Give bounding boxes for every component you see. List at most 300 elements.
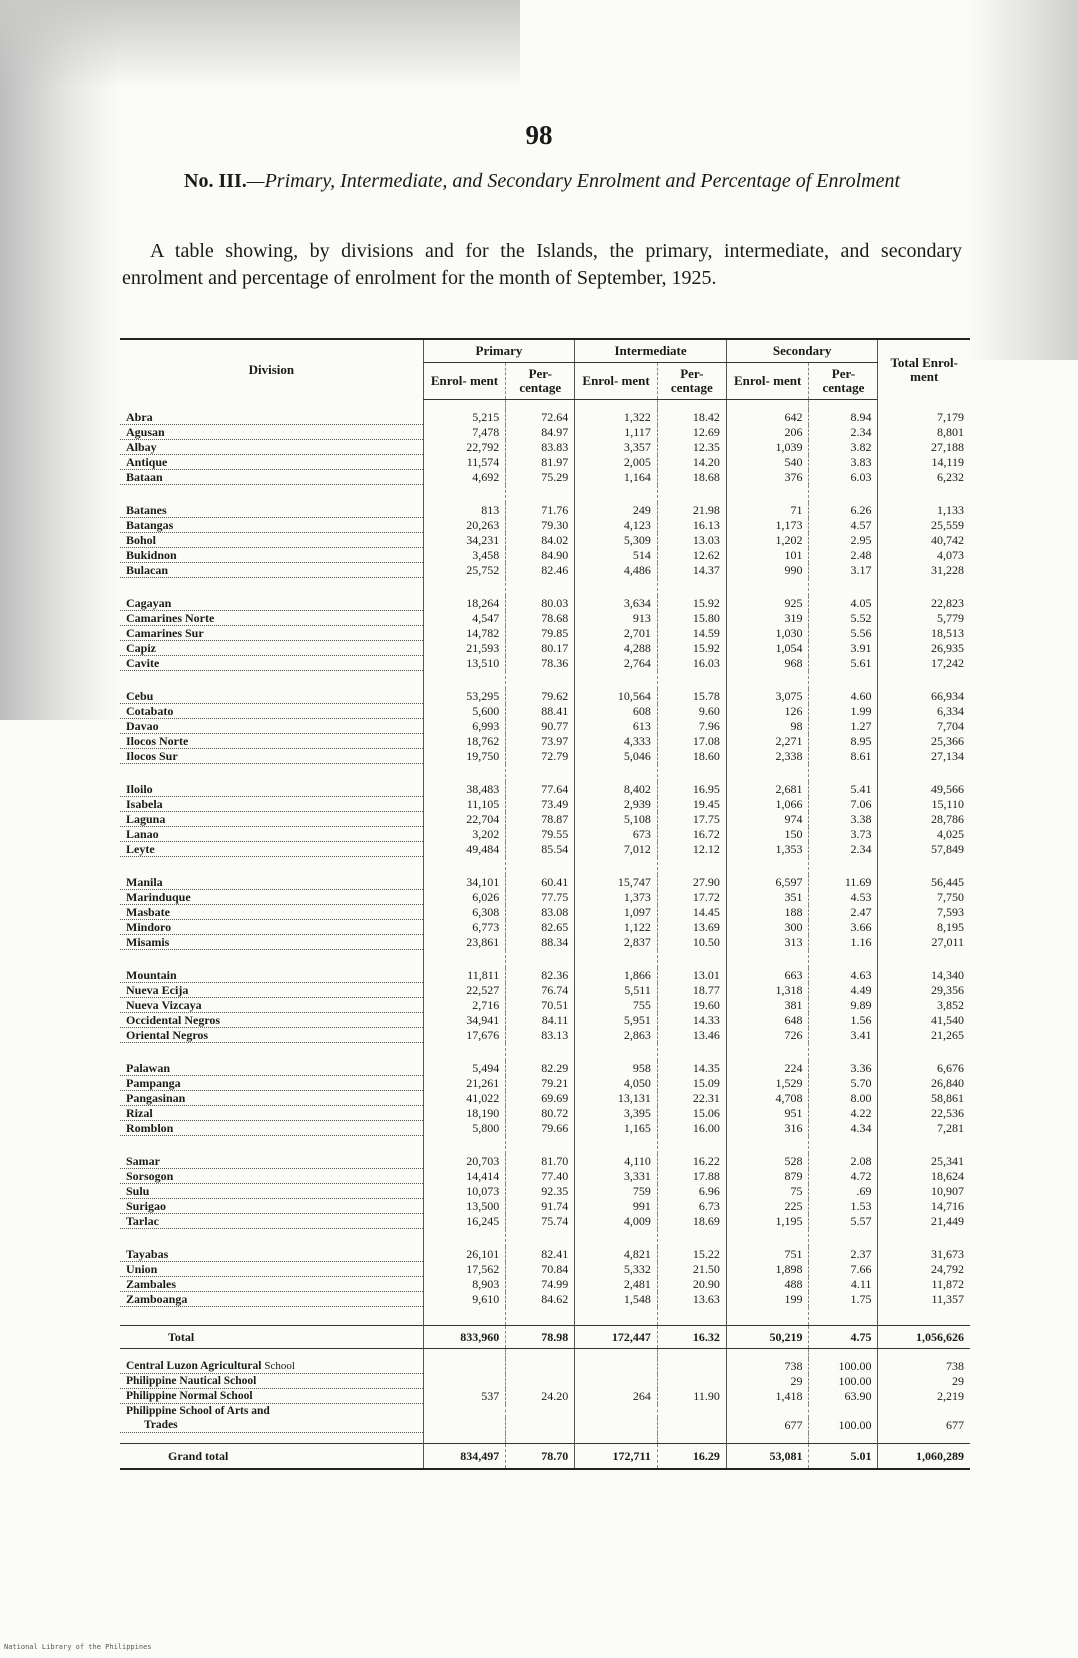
division-name [120, 827, 423, 842]
cell-pp: 84.02 [506, 533, 575, 548]
cell-s: 1,039 [726, 440, 809, 455]
group-spacer [120, 1229, 970, 1248]
cell-sp: 2.08 [809, 1154, 878, 1169]
primary-pct-header: Per- centage [506, 363, 575, 400]
cell-p: 41,022 [423, 1091, 506, 1106]
cell-p: 5,800 [423, 1121, 506, 1136]
cell-p: 13,510 [423, 656, 506, 671]
cell-t: 6,334 [878, 704, 970, 719]
cell-p: 16,245 [423, 1214, 506, 1229]
table-row [120, 1121, 970, 1136]
group-spacer [120, 578, 970, 597]
cell-pp: 79.55 [506, 827, 575, 842]
cell-s: 2,338 [726, 749, 809, 764]
cell-ip: 13.03 [657, 533, 726, 548]
cell-pp [506, 1418, 575, 1433]
cell-i: 13,131 [575, 1091, 658, 1106]
division-label: Trades [144, 1419, 178, 1431]
cell-pp: 72.64 [506, 410, 575, 425]
cell-p: 14,414 [423, 1169, 506, 1184]
division-label: Batangas [126, 518, 174, 532]
cell-i: 673 [575, 827, 658, 842]
cell-pp: 77.40 [506, 1169, 575, 1184]
cell-p: 3,458 [423, 548, 506, 563]
table-row [120, 596, 970, 611]
cell-i: 1,322 [575, 410, 658, 425]
cell-t: 27,188 [878, 440, 970, 455]
cell-sp: 1.16 [809, 935, 878, 950]
cell-s: 677 [726, 1418, 809, 1433]
cell-t: 14,119 [878, 455, 970, 470]
table-row [120, 1214, 970, 1229]
division-name [120, 410, 423, 425]
division-label: Albay [126, 440, 157, 454]
cell-s: 126 [726, 704, 809, 719]
cell-t: 4,025 [878, 827, 970, 842]
cell-t: 49,566 [878, 782, 970, 797]
group-spacer [120, 1136, 970, 1155]
cell-ip: 14.59 [657, 626, 726, 641]
cell-i: 4,050 [575, 1076, 658, 1091]
cell-sp: 4.57 [809, 518, 878, 533]
cell-t: 2,219 [878, 1389, 970, 1404]
cell-s: 1,418 [726, 1389, 809, 1404]
group-spacer [120, 1433, 970, 1444]
division-label: Pampanga [126, 1076, 181, 1090]
division-name [120, 782, 423, 797]
cell-t: 18,513 [878, 626, 970, 641]
cell-ip: 16.29 [657, 1444, 726, 1470]
table-row [120, 533, 970, 548]
cell-p: 23,861 [423, 935, 506, 950]
cell-i: 172,711 [575, 1444, 658, 1470]
group-spacer [120, 857, 970, 876]
table-row [120, 1169, 970, 1184]
cell-s: 98 [726, 719, 809, 734]
cell-ip: 21.50 [657, 1262, 726, 1277]
division-label: Sulu [126, 1184, 150, 1198]
division-header: Division [120, 339, 423, 400]
cell-s: 1,173 [726, 518, 809, 533]
cell-t: 24,792 [878, 1262, 970, 1277]
cell-p: 34,231 [423, 533, 506, 548]
cell-p: 3,202 [423, 827, 506, 842]
cell-i: 3,395 [575, 1106, 658, 1121]
cell-pp: 82.41 [506, 1247, 575, 1262]
cell-pp: 84.97 [506, 425, 575, 440]
cell-s: 6,597 [726, 875, 809, 890]
cell-sp: 2.95 [809, 533, 878, 548]
cell-ip: 27.90 [657, 875, 726, 890]
cell-pp: 79.66 [506, 1121, 575, 1136]
table-row [120, 1444, 970, 1470]
cell-i: 3,357 [575, 440, 658, 455]
table-row [120, 611, 970, 626]
division-name [120, 842, 423, 857]
cell-i: 5,332 [575, 1262, 658, 1277]
cell-i: 2,481 [575, 1277, 658, 1292]
table-row [120, 782, 970, 797]
cell-t: 18,624 [878, 1169, 970, 1184]
cell-ip: 15.09 [657, 1076, 726, 1091]
cell-p: 2,716 [423, 998, 506, 1013]
cell-pp: 73.97 [506, 734, 575, 749]
division-name [120, 1106, 423, 1121]
division-name [120, 983, 423, 998]
group-spacer [120, 764, 970, 783]
cell-p: 11,574 [423, 455, 506, 470]
division-name [120, 1326, 423, 1349]
cell-s: 381 [726, 998, 809, 1013]
cell-ip: 17.88 [657, 1169, 726, 1184]
division-label: Misamis [126, 935, 170, 949]
table-row [120, 1277, 970, 1292]
cell-pp: 78.70 [506, 1444, 575, 1470]
cell-sp: 2.34 [809, 425, 878, 440]
cell-sp: 7.66 [809, 1262, 878, 1277]
table-row [120, 641, 970, 656]
cell-ip: 14.35 [657, 1061, 726, 1076]
cell-sp: 5.52 [809, 611, 878, 626]
cell-ip: 22.31 [657, 1091, 726, 1106]
cell-pp [506, 1374, 575, 1389]
primary-header: Primary [423, 339, 575, 363]
cell-ip: 16.03 [657, 656, 726, 671]
cell-sp: 2.48 [809, 548, 878, 563]
cell-i: 5,046 [575, 749, 658, 764]
cell-ip: 16.32 [657, 1326, 726, 1349]
cell-ip: 18.77 [657, 983, 726, 998]
cell-pp: 91.74 [506, 1199, 575, 1214]
division-name [120, 905, 423, 920]
cell-s: 488 [726, 1277, 809, 1292]
cell-sp: 1.75 [809, 1292, 878, 1307]
intermediate-header: Intermediate [575, 339, 727, 363]
cell-t: 58,861 [878, 1091, 970, 1106]
cell-i: 755 [575, 998, 658, 1013]
cell-ip: 13.63 [657, 1292, 726, 1307]
cell-sp: 5.70 [809, 1076, 878, 1091]
table-row [120, 1184, 970, 1199]
division-name [120, 1247, 423, 1262]
cell-t: 22,823 [878, 596, 970, 611]
table-row [120, 626, 970, 641]
division-label: Manila [126, 875, 163, 889]
cell-i: 3,634 [575, 596, 658, 611]
cell-ip: 21.98 [657, 503, 726, 518]
cell-p: 6,308 [423, 905, 506, 920]
cell-i: 958 [575, 1061, 658, 1076]
cell-sp: 2.37 [809, 1247, 878, 1262]
cell-pp: 88.41 [506, 704, 575, 719]
cell-s: 1,054 [726, 641, 809, 656]
cell-pp: 79.85 [506, 626, 575, 641]
division-name [120, 626, 423, 641]
cell-s: 313 [726, 935, 809, 950]
table-row [120, 656, 970, 671]
cell-s: 642 [726, 410, 809, 425]
cell-pp: 78.98 [506, 1326, 575, 1349]
table-row [120, 1199, 970, 1214]
cell-i: 4,486 [575, 563, 658, 578]
cell-pp: 77.64 [506, 782, 575, 797]
cell-p: 34,101 [423, 875, 506, 890]
cell-pp: 70.84 [506, 1262, 575, 1277]
cell-sp: 7.06 [809, 797, 878, 812]
cell-t: 66,934 [878, 689, 970, 704]
secondary-pct-header: Per- centage [809, 363, 878, 400]
cell-t: 11,872 [878, 1277, 970, 1292]
table-description: A table showing, by divisions and for the Islands, the primary, intermediate, and secondary enrolment and percentage of enrolment for the month of September, 1925. [122, 240, 962, 289]
cell-p: 4,547 [423, 611, 506, 626]
division-label: Davao [126, 719, 159, 733]
table-row [120, 1061, 970, 1076]
division-name [120, 1061, 423, 1076]
cell-t: 738 [878, 1359, 970, 1374]
cell-pp: 80.03 [506, 596, 575, 611]
cell-i [575, 1418, 658, 1433]
cell-sp: 1.56 [809, 1013, 878, 1028]
division-label: Sorsogon [126, 1169, 174, 1183]
cell-sp: 1.99 [809, 704, 878, 719]
cell-sp: 100.00 [809, 1359, 878, 1374]
scan-shadow-left [0, 0, 120, 720]
cell-pp: 82.29 [506, 1061, 575, 1076]
cell-ip: 14.33 [657, 1013, 726, 1028]
cell-p: 833,960 [423, 1326, 506, 1349]
division-label: Cotabato [126, 704, 174, 718]
cell-sp: 5.57 [809, 1214, 878, 1229]
cell-p: 6,026 [423, 890, 506, 905]
cell-p: 38,483 [423, 782, 506, 797]
cell-sp: 63.90 [809, 1389, 878, 1404]
cell-i: 172,447 [575, 1326, 658, 1349]
division-name [120, 1076, 423, 1091]
cell-sp: 6.03 [809, 470, 878, 485]
cell-pp: 78.36 [506, 656, 575, 671]
table-row [120, 749, 970, 764]
cell-i: 7,012 [575, 842, 658, 857]
division-label: Bohol [126, 533, 157, 547]
table-row [120, 1154, 970, 1169]
cell-t: 14,716 [878, 1199, 970, 1214]
cell-sp: 8.94 [809, 410, 878, 425]
division-name [120, 548, 423, 563]
cell-t: 25,559 [878, 518, 970, 533]
cell-sp: 3.73 [809, 827, 878, 842]
cell-t: 6,676 [878, 1061, 970, 1076]
cell-p: 21,593 [423, 641, 506, 656]
cell-s: 968 [726, 656, 809, 671]
enrolment-table [120, 338, 970, 1470]
cell-i: 4,123 [575, 518, 658, 533]
primary-enrol-header: Enrol- ment [423, 363, 506, 400]
table-row [120, 734, 970, 749]
cell-ip: 16.13 [657, 518, 726, 533]
cell-i: 5,511 [575, 983, 658, 998]
cell-s: 1,318 [726, 983, 809, 998]
group-spacer [120, 485, 970, 504]
cell-p: 26,101 [423, 1247, 506, 1262]
cell-s: 1,066 [726, 797, 809, 812]
cell-t: 1,133 [878, 503, 970, 518]
cell-ip: 17.08 [657, 734, 726, 749]
division-label: Antique [126, 455, 168, 469]
division-name [120, 440, 423, 455]
cell-ip: 12.12 [657, 842, 726, 857]
cell-t: 7,704 [878, 719, 970, 734]
cell-ip: 14.45 [657, 905, 726, 920]
table-row [120, 689, 970, 704]
cell-pp: 81.70 [506, 1154, 575, 1169]
cell-t: 8,801 [878, 425, 970, 440]
cell-sp: 4.75 [809, 1326, 878, 1349]
cell-s: 974 [726, 812, 809, 827]
cell-sp: 11.69 [809, 875, 878, 890]
cell-pp: 92.35 [506, 1184, 575, 1199]
cell-ip: 13.01 [657, 968, 726, 983]
cell-sp: 3.38 [809, 812, 878, 827]
table-row [120, 905, 970, 920]
division-label: Batanes [126, 503, 167, 517]
cell-ip: 15.80 [657, 611, 726, 626]
cell-i: 1,097 [575, 905, 658, 920]
table-row [120, 797, 970, 812]
cell-ip: 19.60 [657, 998, 726, 1013]
cell-sp: 4.72 [809, 1169, 878, 1184]
division-name [120, 797, 423, 812]
group-spacer [120, 671, 970, 690]
cell-s: 376 [726, 470, 809, 485]
table-row [120, 1359, 970, 1374]
table-row [120, 548, 970, 563]
secondary-header: Secondary [726, 339, 878, 363]
table-row [120, 1389, 970, 1404]
cell-s: 351 [726, 890, 809, 905]
cell-sp: 100.00 [809, 1374, 878, 1389]
cell-s: 1,529 [726, 1076, 809, 1091]
cell-t: 14,340 [878, 968, 970, 983]
table-row [120, 1326, 970, 1349]
cell-s: 726 [726, 1028, 809, 1043]
cell-pp [506, 1359, 575, 1374]
cell-s: 663 [726, 968, 809, 983]
cell-i: 4,333 [575, 734, 658, 749]
cell-sp: 3.83 [809, 455, 878, 470]
table-row [120, 827, 970, 842]
table-row [120, 935, 970, 950]
division-label: Mindoro [126, 920, 172, 934]
division-label: Rizal [126, 1106, 153, 1120]
table-row [120, 1028, 970, 1043]
division-name [120, 641, 423, 656]
table-row [120, 842, 970, 857]
cell-pp: 70.51 [506, 998, 575, 1013]
cell-t: 27,011 [878, 935, 970, 950]
cell-t: 7,179 [878, 410, 970, 425]
cell-s: 2,271 [726, 734, 809, 749]
cell-p [423, 1418, 506, 1433]
cell-s: 2,681 [726, 782, 809, 797]
cell-ip [657, 1418, 726, 1433]
table-row [120, 1013, 970, 1028]
cell-i: 4,110 [575, 1154, 658, 1169]
division-name [120, 890, 423, 905]
table-row [120, 1106, 970, 1121]
table-title-text: —Primary, Intermediate, and Secondary Enrolment and Percentage of Enrolment [246, 170, 900, 192]
cell-t: 1,056,626 [878, 1326, 970, 1349]
division-name [120, 1374, 423, 1389]
table-title [122, 168, 962, 194]
cell-p [423, 1359, 506, 1374]
cell-s: 1,202 [726, 533, 809, 548]
cell-t: 15,110 [878, 797, 970, 812]
cell-ip: 17.75 [657, 812, 726, 827]
division-name [120, 1359, 423, 1374]
table-row [120, 890, 970, 905]
scan-shadow-right [968, 0, 1078, 360]
group-spacer [120, 1349, 970, 1360]
division-name [120, 563, 423, 578]
cell-i: 15,747 [575, 875, 658, 890]
cell-p: 17,676 [423, 1028, 506, 1043]
cell-p: 49,484 [423, 842, 506, 857]
cell-s: 4,708 [726, 1091, 809, 1106]
cell-t: 31,228 [878, 563, 970, 578]
cell-ip: 6.96 [657, 1184, 726, 1199]
cell-pp: 84.62 [506, 1292, 575, 1307]
division-label: Lanao [126, 827, 159, 841]
cell-p: 11,105 [423, 797, 506, 812]
cell-pp: 84.90 [506, 548, 575, 563]
table-row [120, 470, 970, 485]
group-spacer [120, 1307, 970, 1326]
cell-i: 1,117 [575, 425, 658, 440]
cell-p: 10,073 [423, 1184, 506, 1199]
cell-i: 2,701 [575, 626, 658, 641]
cell-t: 26,840 [878, 1076, 970, 1091]
cell-p: 19,750 [423, 749, 506, 764]
cell-p: 18,264 [423, 596, 506, 611]
cell-s: 300 [726, 920, 809, 935]
cell-pp: 74.99 [506, 1277, 575, 1292]
division-label: Surigao [126, 1199, 167, 1213]
cell-i: 8,402 [575, 782, 658, 797]
cell-i: 514 [575, 548, 658, 563]
cell-t: 21,265 [878, 1028, 970, 1043]
cell-sp: 100.00 [809, 1418, 878, 1433]
division-label: Philippine Normal School [126, 1390, 253, 1402]
division-label: Cavite [126, 656, 160, 670]
cell-i: 5,951 [575, 1013, 658, 1028]
division-label: Camarines Sur [126, 626, 204, 640]
cell-s: 879 [726, 1169, 809, 1184]
cell-p: 5,494 [423, 1061, 506, 1076]
cell-i [575, 1359, 658, 1374]
cell-s: 1,195 [726, 1214, 809, 1229]
cell-i: 2,863 [575, 1028, 658, 1043]
cell-sp: 1.53 [809, 1199, 878, 1214]
table-row [120, 440, 970, 455]
division-label: Tarlac [126, 1214, 159, 1228]
division-name [120, 596, 423, 611]
division-name [120, 1028, 423, 1043]
table-row [120, 425, 970, 440]
cell-pp: 24.20 [506, 1389, 575, 1404]
cell-t: 17,242 [878, 656, 970, 671]
cell-pp: 78.87 [506, 812, 575, 827]
cell-i: 913 [575, 611, 658, 626]
